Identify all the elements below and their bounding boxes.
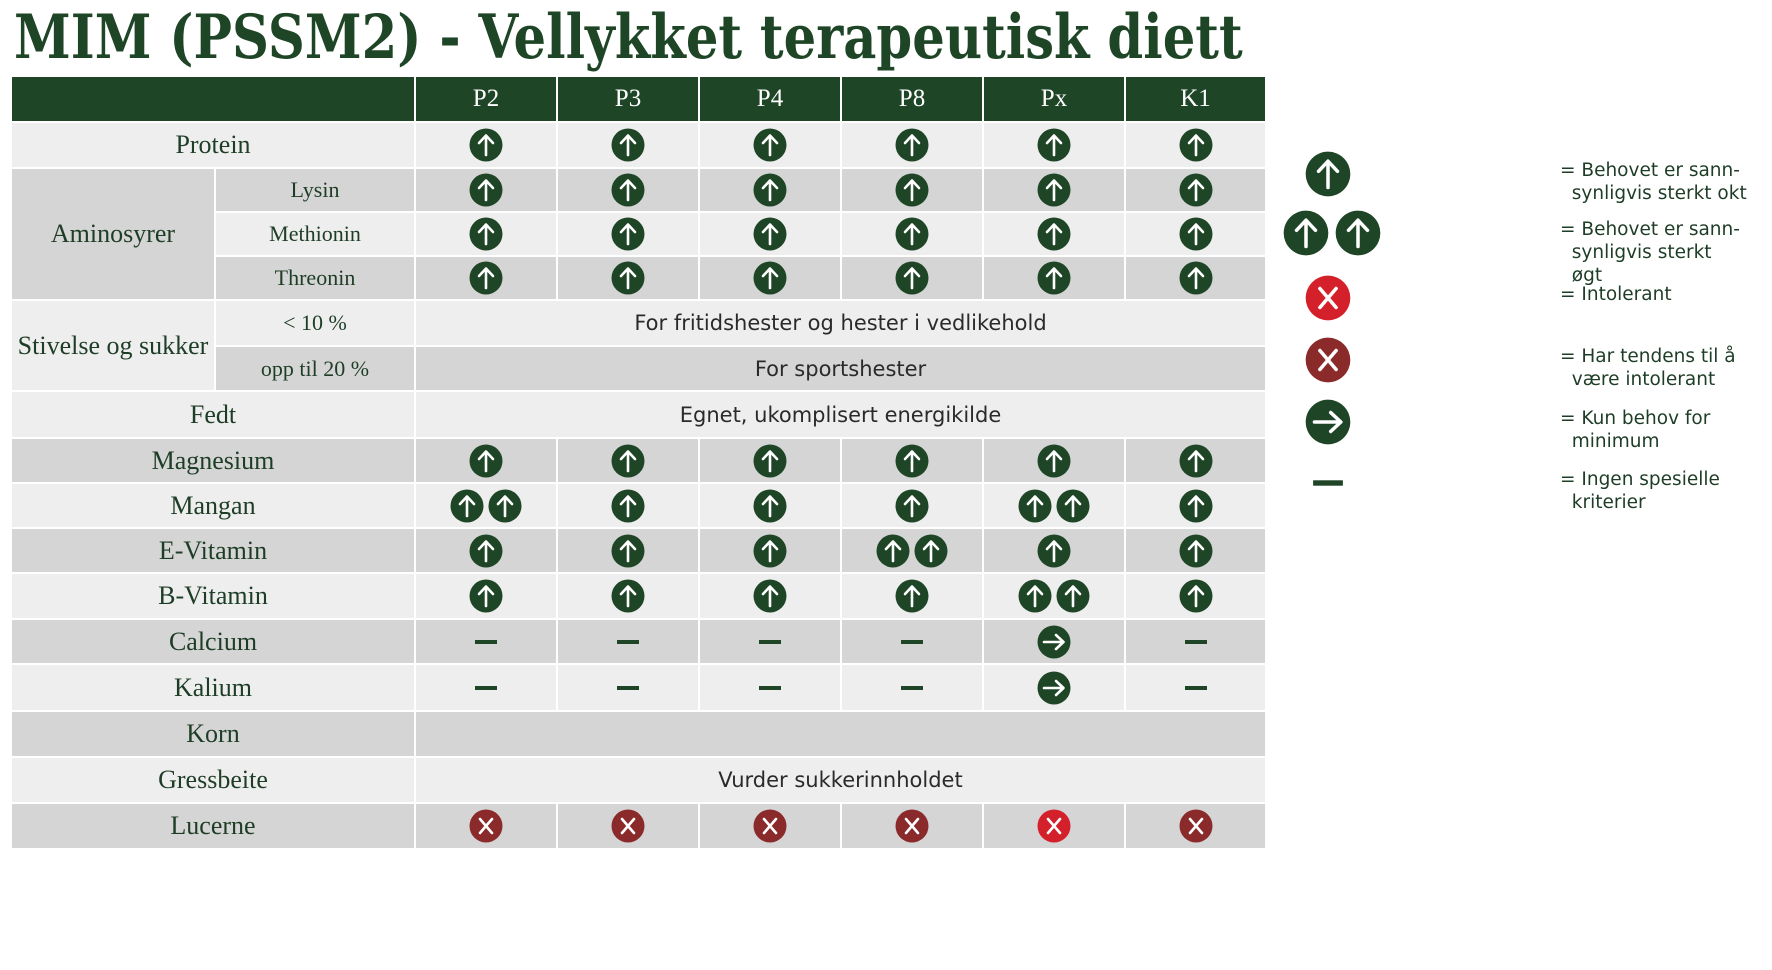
cell-kalium-K1	[1126, 665, 1265, 710]
column-header: P4	[700, 77, 840, 121]
cell-threonin-P2	[416, 257, 556, 299]
cell-bvitamin-P2	[416, 574, 556, 618]
cell-lucerne-K1	[1126, 804, 1265, 848]
up-arrow-icon	[753, 444, 787, 478]
cell-methionin-P3	[558, 213, 698, 255]
up-arrow-icon	[611, 128, 645, 162]
cell-calcium-P2	[416, 620, 556, 663]
cell-threonin-P4	[700, 257, 840, 299]
intolerant-x-icon	[1037, 809, 1071, 843]
dash-icon	[1305, 460, 1351, 506]
up-arrow-icon	[1037, 128, 1071, 162]
cell-methionin-P2	[416, 213, 556, 255]
cell-calcium-K1	[1126, 620, 1265, 663]
legend-icon	[1280, 210, 1384, 256]
row-label-protein: Protein	[12, 123, 414, 167]
cell-protein-Px	[984, 123, 1124, 167]
row-label-opp20: opp til 20 %	[216, 347, 414, 390]
cell-methionin-P8	[842, 213, 982, 255]
up-arrow-icon	[1179, 579, 1213, 613]
row-label-lt10: < 10 %	[216, 301, 414, 345]
cell-kalium-P3	[558, 665, 698, 710]
right-arrow-icon	[1037, 671, 1071, 705]
cell-evitamin-P8	[842, 529, 982, 572]
up-arrow-icon	[753, 534, 787, 568]
header-corner	[12, 77, 414, 121]
page-title: MIM (PSSM2) - Vellykket terapeutisk diett	[14, 2, 1243, 73]
up-arrow-icon	[1179, 173, 1213, 207]
cell-evitamin-K1	[1126, 529, 1265, 572]
merged-cell-gressbeite: Vurder sukkerinnholdet	[416, 758, 1265, 802]
up-arrow-icon	[1305, 151, 1351, 197]
up-arrow-icon	[914, 534, 948, 568]
legend-text: = Intolerant	[1560, 284, 1672, 305]
up-arrow-icon	[1283, 210, 1329, 256]
cell-kalium-P2	[416, 665, 556, 710]
dash-icon	[1179, 671, 1213, 705]
cell-bvitamin-P3	[558, 574, 698, 618]
cell-mangan-K1	[1126, 484, 1265, 527]
cell-calcium-P3	[558, 620, 698, 663]
up-arrow-icon	[611, 444, 645, 478]
up-arrow-icon	[1018, 489, 1052, 523]
column-header: P2	[416, 77, 556, 121]
tendency-x-icon	[1305, 337, 1351, 383]
up-arrow-icon	[1018, 579, 1052, 613]
cell-protein-P4	[700, 123, 840, 167]
up-arrow-icon	[611, 261, 645, 295]
up-arrow-icon	[753, 579, 787, 613]
cell-bvitamin-Px	[984, 574, 1124, 618]
cell-threonin-Px	[984, 257, 1124, 299]
cell-evitamin-Px	[984, 529, 1124, 572]
cell-lucerne-Px	[984, 804, 1124, 848]
up-arrow-icon	[1179, 534, 1213, 568]
cell-lysin-Px	[984, 169, 1124, 211]
up-arrow-icon	[469, 261, 503, 295]
cell-evitamin-P3	[558, 529, 698, 572]
cell-threonin-P3	[558, 257, 698, 299]
cell-methionin-K1	[1126, 213, 1265, 255]
up-arrow-icon	[1179, 444, 1213, 478]
row-label-fedt: Fedt	[12, 392, 414, 437]
up-arrow-icon	[1037, 444, 1071, 478]
up-arrow-icon	[1179, 261, 1213, 295]
up-arrow-icon	[895, 217, 929, 251]
row-label-kalium: Kalium	[12, 665, 414, 710]
cell-calcium-P8	[842, 620, 982, 663]
cell-lucerne-P4	[700, 804, 840, 848]
tendency-x-icon	[753, 809, 787, 843]
up-arrow-icon	[895, 489, 929, 523]
legend-text: = Kun behov for minimum	[1560, 408, 1711, 452]
up-arrow-icon	[1179, 128, 1213, 162]
up-arrow-icon	[469, 444, 503, 478]
up-arrow-icon	[469, 128, 503, 162]
cell-mangan-P8	[842, 484, 982, 527]
dash-icon	[469, 625, 503, 659]
cell-calcium-Px	[984, 620, 1124, 663]
row-label-gressbeite: Gressbeite	[12, 758, 414, 802]
cell-protein-K1	[1126, 123, 1265, 167]
legend-icon	[1302, 337, 1354, 383]
up-arrow-icon	[753, 217, 787, 251]
cell-kalium-P8	[842, 665, 982, 710]
row-label-korn: Korn	[12, 712, 414, 756]
row-label-evitamin: E-Vitamin	[12, 529, 414, 572]
row-label-aminosyrer: Aminosyrer	[12, 169, 214, 299]
up-arrow-icon	[895, 579, 929, 613]
up-arrow-icon	[1335, 210, 1381, 256]
cell-lucerne-P8	[842, 804, 982, 848]
up-arrow-icon	[488, 489, 522, 523]
row-label-stivelse-og-sukker: Stivelse og sukker	[12, 301, 214, 390]
tendency-x-icon	[895, 809, 929, 843]
cell-magnesium-Px	[984, 439, 1124, 482]
up-arrow-icon	[753, 128, 787, 162]
cell-bvitamin-P4	[700, 574, 840, 618]
up-arrow-icon	[469, 534, 503, 568]
up-arrow-icon	[895, 444, 929, 478]
dash-icon	[1179, 625, 1213, 659]
cell-lysin-P3	[558, 169, 698, 211]
up-arrow-icon	[469, 217, 503, 251]
cell-kalium-Px	[984, 665, 1124, 710]
cell-lysin-P4	[700, 169, 840, 211]
cell-bvitamin-P8	[842, 574, 982, 618]
up-arrow-icon	[1179, 489, 1213, 523]
up-arrow-icon	[1179, 217, 1213, 251]
column-header: Px	[984, 77, 1124, 121]
merged-cell-lt10: For fritidshester og hester i vedlikehold	[416, 301, 1265, 345]
cell-evitamin-P4	[700, 529, 840, 572]
cell-evitamin-P2	[416, 529, 556, 572]
tendency-x-icon	[469, 809, 503, 843]
legend-text: = Ingen spesielle kriterier	[1560, 469, 1720, 513]
up-arrow-icon	[1037, 173, 1071, 207]
right-arrow-icon	[1305, 399, 1351, 445]
cell-magnesium-P3	[558, 439, 698, 482]
up-arrow-icon	[753, 489, 787, 523]
up-arrow-icon	[469, 579, 503, 613]
legend-text: = Behovet er sann- synligvis sterkt øgt	[1560, 219, 1740, 286]
row-label-lysin: Lysin	[216, 169, 414, 211]
tendency-x-icon	[611, 809, 645, 843]
cell-calcium-P4	[700, 620, 840, 663]
row-label-mangan: Mangan	[12, 484, 414, 527]
intolerant-x-icon	[1305, 275, 1351, 321]
dash-icon	[895, 625, 929, 659]
up-arrow-icon	[611, 217, 645, 251]
cell-threonin-P8	[842, 257, 982, 299]
up-arrow-icon	[469, 173, 503, 207]
legend-icon	[1302, 460, 1354, 506]
up-arrow-icon	[1037, 261, 1071, 295]
cell-protein-P3	[558, 123, 698, 167]
row-label-threonin: Threonin	[216, 257, 414, 299]
merged-cell-opp20: For sportshester	[416, 347, 1265, 390]
cell-protein-P8	[842, 123, 982, 167]
up-arrow-icon	[753, 173, 787, 207]
up-arrow-icon	[1037, 534, 1071, 568]
row-label-magnesium: Magnesium	[12, 439, 414, 482]
cell-magnesium-P4	[700, 439, 840, 482]
up-arrow-icon	[611, 173, 645, 207]
cell-lysin-P2	[416, 169, 556, 211]
up-arrow-icon	[611, 489, 645, 523]
up-arrow-icon	[876, 534, 910, 568]
cell-bvitamin-K1	[1126, 574, 1265, 618]
cell-lucerne-P2	[416, 804, 556, 848]
up-arrow-icon	[1056, 579, 1090, 613]
legend-icon	[1302, 275, 1354, 321]
legend-text: = Har tendens til å være intolerant	[1560, 346, 1736, 390]
up-arrow-icon	[611, 534, 645, 568]
row-label-lucerne: Lucerne	[12, 804, 414, 848]
cell-methionin-Px	[984, 213, 1124, 255]
row-label-methionin: Methionin	[216, 213, 414, 255]
cell-threonin-K1	[1126, 257, 1265, 299]
up-arrow-icon	[895, 173, 929, 207]
up-arrow-icon	[450, 489, 484, 523]
up-arrow-icon	[895, 261, 929, 295]
dash-icon	[753, 625, 787, 659]
cell-methionin-P4	[700, 213, 840, 255]
up-arrow-icon	[753, 261, 787, 295]
legend-text: = Behovet er sann- synligvis sterkt okt	[1560, 160, 1747, 204]
merged-cell-korn	[416, 712, 1265, 756]
legend-icon	[1302, 151, 1354, 197]
row-label-bvitamin: B-Vitamin	[12, 574, 414, 618]
merged-cell-fedt: Egnet, ukomplisert energikilde	[416, 392, 1265, 437]
cell-mangan-P2	[416, 484, 556, 527]
column-header: P3	[558, 77, 698, 121]
cell-mangan-P3	[558, 484, 698, 527]
row-label-calcium: Calcium	[12, 620, 414, 663]
cell-mangan-P4	[700, 484, 840, 527]
cell-magnesium-P8	[842, 439, 982, 482]
cell-lysin-P8	[842, 169, 982, 211]
dash-icon	[895, 671, 929, 705]
cell-kalium-P4	[700, 665, 840, 710]
up-arrow-icon	[1056, 489, 1090, 523]
cell-lysin-K1	[1126, 169, 1265, 211]
cell-magnesium-K1	[1126, 439, 1265, 482]
column-header: P8	[842, 77, 982, 121]
cell-lucerne-P3	[558, 804, 698, 848]
right-arrow-icon	[1037, 625, 1071, 659]
up-arrow-icon	[611, 579, 645, 613]
dash-icon	[611, 671, 645, 705]
cell-protein-P2	[416, 123, 556, 167]
cell-magnesium-P2	[416, 439, 556, 482]
dash-icon	[611, 625, 645, 659]
column-header: K1	[1126, 77, 1265, 121]
dash-icon	[469, 671, 503, 705]
up-arrow-icon	[1037, 217, 1071, 251]
legend-icon	[1302, 399, 1354, 445]
cell-mangan-Px	[984, 484, 1124, 527]
dash-icon	[753, 671, 787, 705]
tendency-x-icon	[1179, 809, 1213, 843]
up-arrow-icon	[895, 128, 929, 162]
